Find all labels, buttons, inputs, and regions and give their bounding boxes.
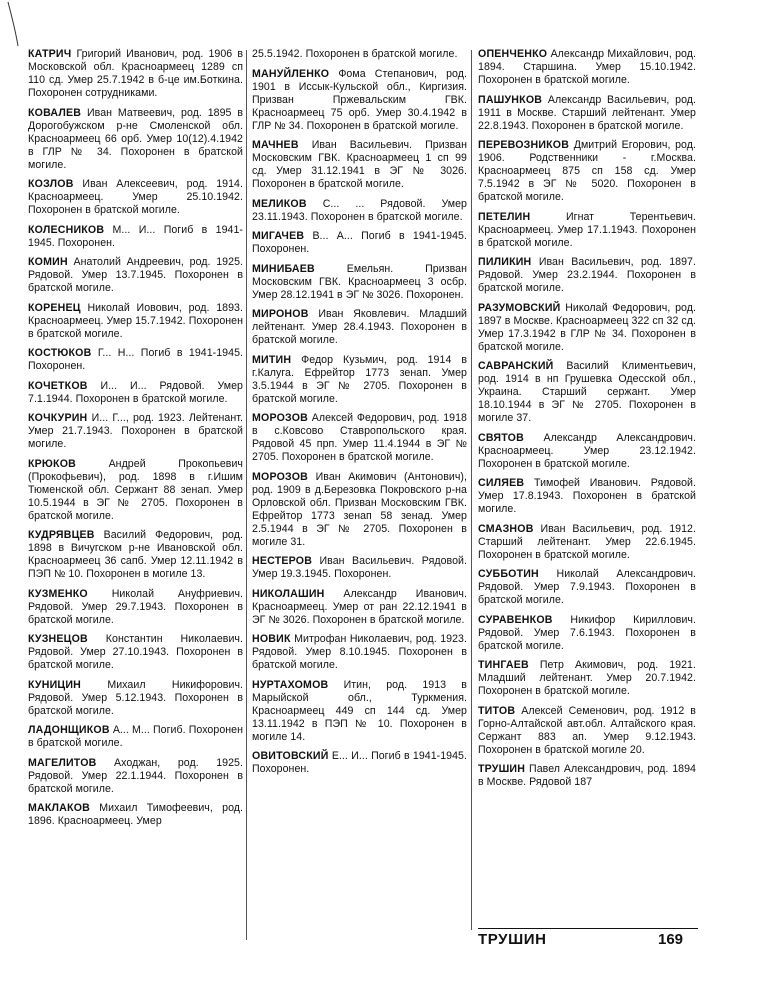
- record-text: Алексей Федорович, род. 1918 в с.Ковсово Ставропольского края. Рядовой 45 прп. Умер 11.4.1944 в ЭГ № 2705. Похоронен в братской могиле.: [252, 412, 467, 463]
- surname: ТИТОВ: [478, 704, 516, 717]
- record-text: Николай Федорович, род. 1897 в Москве. Красноармеец 322 сп 32 сд. Умер 17.3.1942 в ГЛР № 34. Похоронен в братской могиле.: [478, 301, 696, 353]
- surname: ПАШУНКОВ: [478, 93, 543, 106]
- record-entry: [28, 633, 243, 672]
- record-entry: [478, 477, 696, 516]
- record-entry: [478, 94, 696, 133]
- record-entry: [28, 256, 243, 295]
- record-entry: [252, 679, 467, 744]
- column-1: [28, 48, 243, 835]
- record-text: Иван Васильевич, род. 1912. Старший лейтенант. Умер 22.6.1945. Похоронен в братской могиле.: [478, 522, 696, 561]
- record-entry: [28, 412, 243, 451]
- record-text: Василий Климентьевич, род. 1914 в нп Грушевка Одесской обл., Украина. Старший сержант. Умер 18.10.1944 в ЭГ № 2705. Похоронен в могиле 37.: [478, 360, 696, 424]
- surname: МАЧНЕВ: [252, 139, 299, 151]
- surname: ПЕТЕЛИН: [478, 210, 531, 223]
- record-entry: [28, 48, 243, 100]
- record-entry: [478, 139, 696, 204]
- surname: НОВИК: [252, 633, 291, 645]
- record-entry: [28, 588, 243, 627]
- column-divider: [471, 50, 472, 930]
- record-text: Николай Иовович, род. 1893. Красноармеец. Умер 15.7.1942. Похоронен в братской могиле.: [28, 301, 243, 340]
- record-text: 25.5.1942. Похоронен в братской могиле.: [252, 48, 458, 60]
- record-text: Дмитрий Егорович, род. 1906. Родственники - г.Москва. Красноармеец 875 сп 158 сд. Умер 7.5.1942 в ЭГ № 5020. Похоронен в братской могиле.: [478, 139, 696, 203]
- record-text: Иван Матвеевич, род. 1895 в Дорогобужском р-не Смоленской обл. Красноармеец 66 орб. Умер 10(12).4.1942 в ГЛР № 34. Похоронен в братской могиле.: [28, 106, 243, 171]
- surname: СУРАВЕНКОВ: [478, 613, 553, 626]
- record-entry: [478, 211, 696, 250]
- surname: ОВИТОВСКИЙ: [252, 750, 329, 762]
- record-text: Василий Федорович, род. 1898 в Вичугском р-не Ивановской обл. Красноармеец 36 сапб. Умер 12.11.1942 в ПЭП № 10. Похоронен в могиле 13.: [28, 529, 243, 580]
- record-entry: [252, 68, 467, 133]
- surname: САВРАНСКИЙ: [478, 360, 554, 372]
- record-text: Петр Акимович, род. 1921. Младший лейтенант. Умер 20.7.1942. Похоронен в братской могиле.: [478, 659, 696, 697]
- surname: МИТИН: [252, 353, 292, 366]
- record-text: Анатолий Андреевич, род. 1925. Рядовой. Умер 13.7.1945. Похоронен в братской могиле.: [28, 256, 244, 294]
- record-text: В... А... Погиб в 1941-1945. Похоронен.: [252, 230, 467, 255]
- surname: ЛАДОНЩИКОВ: [28, 724, 110, 736]
- record-entry: [478, 523, 696, 562]
- column-2: [252, 48, 467, 783]
- surname: КУНИЦИН: [28, 678, 81, 691]
- record-text: Александр Александрович. Красноармеец. Умер 23.12.1942. Похоронен в братской могиле.: [478, 431, 696, 470]
- surname: МИГАЧЕВ: [252, 230, 305, 242]
- record-text: Александр Васильевич, род. 1911 в Москве. Старший лейтенант. Умер 22.8.1943. Похоронен в братской могиле.: [478, 93, 696, 132]
- surname: КОЛЕСНИКОВ: [28, 223, 105, 236]
- surname: МИРОНОВ: [252, 308, 309, 320]
- record-entry: [28, 724, 243, 750]
- record-text: Константин Николаевич. Рядовой. Умер 27.10.1943. Похоронен в братской могиле.: [28, 633, 243, 671]
- record-text: Алексей Семенович, род. 1912 в Горно-Алтайской авт.обл. Алтайского края. Сержант 883 ап. Умер 9.12.1943. Похоронен в братской могиле 20.: [478, 704, 696, 756]
- record-text: Иван Яковлевич. Младший лейтенант. Умер 28.4.1943. Похоронен в братской могиле.: [252, 308, 468, 346]
- surname: МЕЛИКОВ: [252, 197, 307, 210]
- column-divider: [246, 50, 247, 940]
- page-number: 169: [658, 931, 684, 948]
- record-entry: [252, 354, 467, 406]
- record-entry: [28, 178, 243, 217]
- record-text: А... М... Погиб. Похоронен в братской могиле.: [28, 724, 243, 749]
- record-entry: [478, 360, 696, 425]
- surname: СИЛЯЕВ: [478, 477, 525, 489]
- record-entry: [478, 568, 696, 607]
- scan-mark: [6, 0, 20, 48]
- surname: КАТРИЧ: [28, 48, 72, 60]
- record-entry: [478, 432, 696, 471]
- record-text: Тимофей Иванович. Рядовой. Умер 17.8.1943. Похоронен в братской могиле.: [478, 477, 696, 515]
- record-text: Игнат Терентьевич. Красноармеец. Умер 17.1.1943. Похоронен в братской могиле.: [478, 210, 696, 249]
- record-text: Михаил Никифорович. Рядовой. Умер 5.12.1943. Похоронен в братской могиле.: [28, 678, 244, 717]
- surname: КРЮКОВ: [28, 457, 77, 470]
- record-entry: [478, 256, 696, 295]
- column-3: [478, 48, 696, 796]
- record-entry: [478, 614, 696, 653]
- record-text: Николай Ануфриевич. Рядовой. Умер 29.7.1943. Похоронен в братской могиле.: [28, 587, 244, 626]
- record-entry: [478, 705, 696, 757]
- record-text: Аходжан, род. 1925. Рядовой. Умер 22.1.1944. Похоронен в братской могиле.: [28, 756, 243, 795]
- record-text: Иван Акимович (Антонович), род. 1909 в д.Березовка Покровского р-на Орловской обл. Призван Московским ГВК. Ефрейтор 1773 зенап 58 зенад. Умер 2.5.1944 в ЭГ № 2705. Похоронен в могиле 31.: [252, 470, 467, 548]
- record-entry: [28, 224, 243, 250]
- surname: КОРЕНЕЦ: [28, 301, 81, 314]
- surname: ПИЛИКИН: [478, 256, 532, 268]
- record-entry: [252, 588, 467, 627]
- record-text: Иван Васильевич, род. 1897. Рядовой. Умер 23.2.1944. Похоронен в братской могиле.: [478, 256, 696, 294]
- record-continuation: [252, 48, 467, 61]
- record-entry: [252, 139, 467, 191]
- record-text: Е... И... Погиб в 1941-1945. Похоронен.: [252, 750, 467, 775]
- record-text: Александр Иванович. Красноармеец. Умер от ран 22.12.1941 в ЭГ № 3026. Похоронен в братской могиле.: [252, 587, 467, 626]
- surname: МАНУЙЛЕНКО: [252, 67, 330, 80]
- surname: КОСТЮКОВ: [28, 347, 92, 359]
- surname: МОРОЗОВ: [252, 470, 309, 483]
- running-head: ТРУШИН: [478, 931, 547, 948]
- record-text: Иван Васильевич. Рядовой. Умер 19.3.1945. Похоронен.: [252, 555, 467, 580]
- record-entry: [478, 302, 696, 354]
- surname: ТИНГАЕВ: [478, 659, 529, 671]
- surname: РАЗУМОВСКИЙ: [478, 301, 561, 314]
- surname: НЕСТЕРОВ: [252, 555, 313, 567]
- surname: МАГЕЛИТОВ: [28, 756, 97, 769]
- record-entry: [252, 633, 467, 672]
- record-entry: [28, 458, 243, 523]
- record-entry: [28, 757, 243, 796]
- record-text: Михаил Тимофеевич, род. 1896. Красноармеец. Умер: [28, 802, 243, 827]
- record-text: Никифор Кириллович. Рядовой. Умер 7.6.1943. Похоронен в братской могиле.: [478, 613, 696, 652]
- record-text: Павел Александрович, род. 1894 в Москве. Рядовой 187: [478, 763, 696, 788]
- record-entry: [252, 198, 467, 224]
- surname: МОРОЗОВ: [252, 412, 309, 424]
- record-entry: [28, 679, 243, 718]
- surname: КОВАЛЕВ: [28, 106, 82, 119]
- surname: СМАЗНОВ: [478, 522, 534, 535]
- surname: ОПЕНЧЕНКО: [478, 48, 548, 60]
- surname: КУЗМЕНКО: [28, 587, 88, 600]
- record-text: Иван Васильевич. Призван Московским ГВК. Красноармеец 1 сп 99 сд. Умер 31.12.1941 в ЭГ № 3026. Похоронен в братской могиле.: [252, 139, 467, 190]
- record-text: И... Г..., род. 1923. Лейтенант. Умер 21.7.1943. Похоронен в братской могиле.: [28, 412, 243, 450]
- record-entry: [28, 347, 243, 373]
- surname: СВЯТОВ: [478, 431, 524, 444]
- surname: МАКЛАКОВ: [28, 802, 90, 814]
- footer-rule: [478, 928, 698, 929]
- record-text: Итин, род. 1913 в Марыйской обл., Туркмения. Красноармеец 449 сп 144 сд. Умер 13.11.1942 в ПЭП № 10. Похоронен в могиле 14.: [252, 678, 467, 743]
- record-entry: [252, 555, 467, 581]
- surname: КОМИН: [28, 256, 68, 268]
- surname: НУРТАХОМОВ: [252, 678, 329, 691]
- record-entry: [252, 263, 467, 302]
- record-entry: [28, 380, 243, 406]
- surname: КОЧКУРИН: [28, 412, 88, 424]
- record-text: Александр Михайлович, род. 1894. Старшина. Умер 15.10.1942. Похоронен в братской могиле.: [478, 48, 696, 86]
- surname: КОЧЕТКОВ: [28, 379, 88, 392]
- surname: МИНИБАЕВ: [252, 262, 315, 275]
- surname: НИКОЛАШИН: [252, 587, 325, 600]
- record-text: Иван Алексеевич, род. 1914. Красноармеец. Умер 25.10.1942. Похоронен в братской могиле.: [28, 178, 243, 216]
- record-entry: [252, 230, 467, 256]
- surname: ПЕРЕВОЗНИКОВ: [478, 139, 570, 151]
- record-entry: [28, 802, 243, 828]
- surname: СУББОТИН: [478, 568, 539, 580]
- record-entry: [478, 763, 696, 789]
- record-entry: [478, 48, 696, 87]
- record-entry: [252, 750, 467, 776]
- record-text: И... И... Рядовой. Умер 7.1.1944. Похоронен в братской могиле.: [28, 379, 243, 405]
- record-entry: [28, 107, 243, 172]
- record-entry: [478, 659, 696, 698]
- record-text: Григорий Иванович, род. 1906 в Московской обл. Красноармеец 1289 сп 110 сд. Умер 25.7.1942 в б-це им.Боткина. Похоронен сотрудниками.: [28, 48, 243, 99]
- surname: КУЗНЕЦОВ: [28, 633, 88, 645]
- record-text: М... И... Погиб в 1941-1945. Похоронен.: [28, 223, 243, 249]
- record-text: Федор Кузьмич, род. 1914 в г.Калуга. Ефрейтор 1773 зенап. Умер 3.5.1944 в ЭГ № 2705. Похоронен в братской могиле.: [252, 353, 467, 405]
- record-text: С... ... Рядовой. Умер 23.11.1943. Похоронен в братской могиле.: [252, 197, 467, 223]
- surname: КУДРЯВЦЕВ: [28, 529, 95, 541]
- record-entry: [252, 412, 467, 464]
- surname: КОЗЛОВ: [28, 178, 74, 190]
- record-text: Фома Степанович, род. 1901 в Иссык-Кульской обл., Киргизия. Призван Пржевальским ГВК. Красноармеец 75 орб. Умер 30.4.1942 в ГЛР № 34. Похоронен в братской могиле.: [252, 67, 467, 132]
- record-text: Андрей Прокопьевич (Прокофьевич), род. 1898 в г.Ишим Тюменской обл. Сержант 88 зенап. Умер 10.5.1944 в ЭГ № 2705. Похоронен в братской могиле.: [28, 457, 243, 522]
- record-text: Николай Александрович. Рядовой. Умер 7.9.1943. Похоронен в братской могиле.: [478, 568, 697, 606]
- record-entry: [28, 302, 243, 341]
- record-entry: [28, 529, 243, 581]
- record-text: Г... Н... Погиб в 1941-1945. Похоронен.: [28, 347, 243, 372]
- record-entry: [252, 308, 467, 347]
- record-entry: [252, 471, 467, 549]
- record-text: Митрофан Николаевич, род. 1923. Рядовой. Умер 8.10.1945. Похоронен в братской могиле.: [252, 633, 467, 671]
- surname: ТРУШИН: [478, 763, 526, 775]
- record-text: Емельян. Призван Московским ГВК. Красноармеец 3 осбр. Умер 28.12.1941 в ЭГ № 3026. Похоронен.: [252, 262, 467, 301]
